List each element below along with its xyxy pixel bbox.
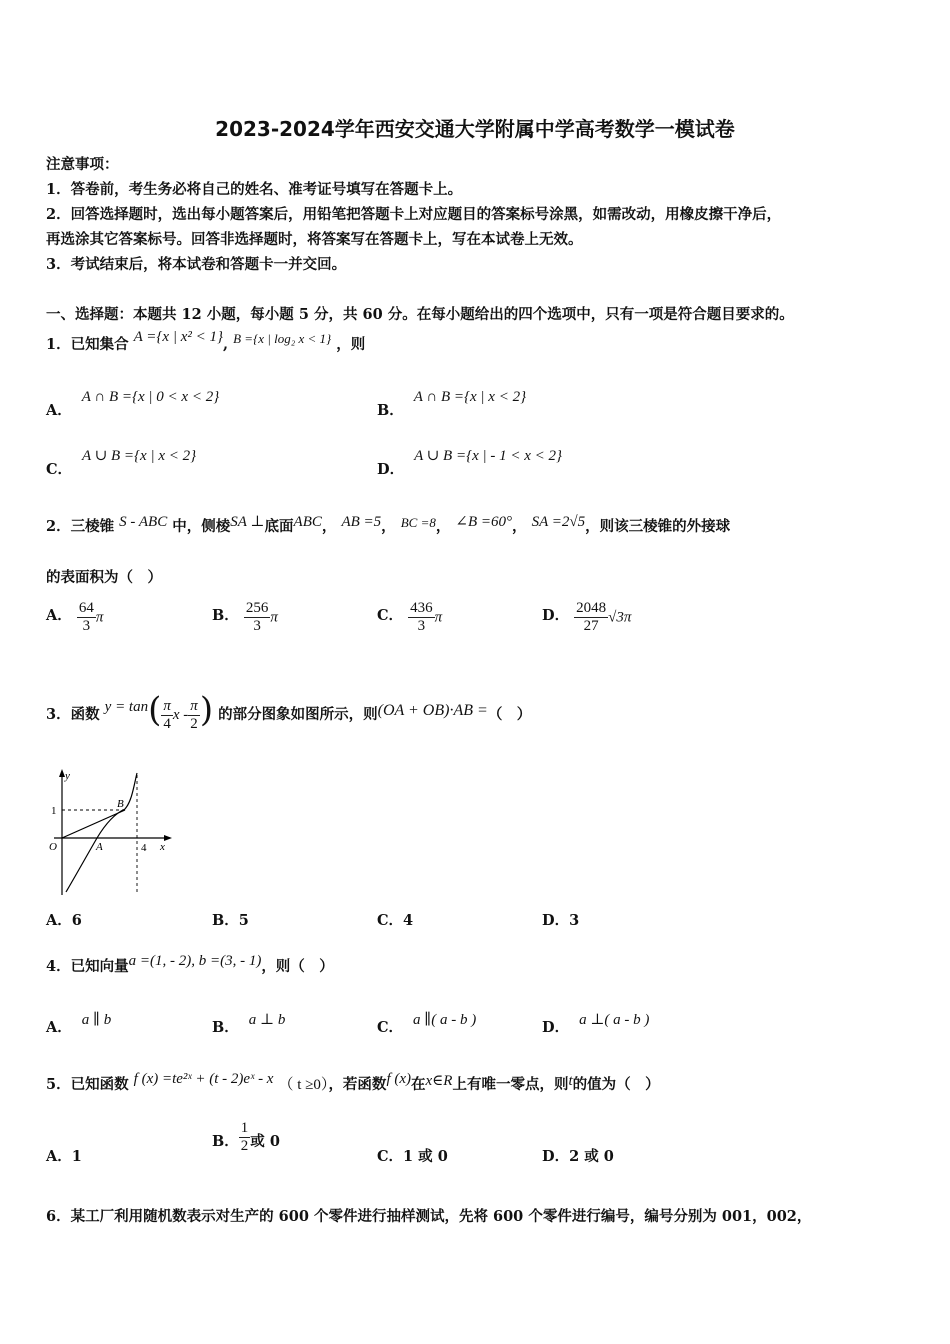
- q1-set-b: B ={x | log₂ x < 1}: [233, 331, 332, 346]
- q4-option-d[interactable]: D． a ⊥( a - b ): [542, 1012, 650, 1036]
- q4-option-a[interactable]: A． a ∥ b: [46, 1012, 112, 1036]
- svg-text:y: y: [65, 770, 70, 782]
- q1-option-d-text: A ∪ B ={x | - 1 < x < 2}: [414, 448, 562, 464]
- q1-option-a-text: A ∩ B ={x | 0 < x < 2}: [81, 389, 220, 405]
- q3-option-d[interactable]: D．3: [542, 912, 580, 929]
- q1-option-c[interactable]: C．A ∪ B ={x | x < 2}: [46, 448, 197, 478]
- section-heading: 一、选择题：本题共 12 小题，每小题 5 分，共 60 分。在每小题给出的四个选项中，只有一项是符合题目要求的。: [46, 306, 794, 323]
- q5-option-b[interactable]: B． $\frac{1}{2}$ 或 0: [212, 1120, 280, 1154]
- q4-option-c[interactable]: C． a ∥( a - b ): [377, 1012, 477, 1036]
- svg-text:O: O: [49, 841, 57, 853]
- q1-option-b-text: A ∩ B ={x | x < 2}: [413, 389, 527, 405]
- svg-text:4: 4: [141, 842, 147, 854]
- q1-option-b[interactable]: B．A ∩ B ={x | x < 2}: [377, 389, 527, 419]
- q2-option-a[interactable]: A． $\frac{64}{3}$ π: [46, 600, 104, 634]
- notes-heading: 注意事项：: [46, 156, 119, 173]
- q5-option-d[interactable]: D．2 或 0: [542, 1148, 614, 1165]
- q5-option-c[interactable]: C．1 或 0: [377, 1148, 448, 1165]
- q3-option-a[interactable]: A．6: [46, 912, 82, 929]
- question-4: 4．已知向量a =(1, - 2), b =(3, - 1)，则（ ）: [46, 953, 334, 975]
- q1-suffix: ，则: [336, 336, 366, 353]
- question-2-cont: 的表面积为（ ）: [46, 569, 162, 586]
- q4-option-b[interactable]: B． a ⊥ b: [212, 1012, 286, 1036]
- q2-option-d[interactable]: D． $\frac{2048}{27}$ √3π: [542, 600, 632, 634]
- q1-option-d[interactable]: D．A ∪ B ={x | - 1 < x < 2}: [377, 448, 562, 478]
- question-1: 1．已知集合 A ={x | x² < 1}, B ={x | log₂ x < 1} ，则: [46, 329, 366, 353]
- svg-text:B: B: [117, 798, 124, 810]
- q2-option-b[interactable]: B． $\frac{256}{3}$ π: [212, 600, 278, 634]
- notes-item-2: 2．回答选择题时，选出每小题答案后，用铅笔把答题卡上对应题目的答案标号涂黑，如需改动，用橡皮擦干净后，: [46, 206, 782, 223]
- page-title: 2023-2024学年西安交通大学附属中学高考数学一模试卷: [215, 117, 735, 141]
- question-6: 6．某工厂利用随机数表示对生产的 600 个零件进行抽样测试，先将 600 个零件进行编号，编号分别为 001，002，: [46, 1208, 812, 1225]
- q2-option-c[interactable]: C． $\frac{436}{3}$ π: [377, 600, 443, 634]
- q1-set-a: A ={x | x² < 1}: [133, 329, 223, 345]
- question-3: 3．函数 y = tan( $\frac{\pi}{4}$ x - $\frac{\pi}{2}$ ) 的部分图象如图所示，则(OA + OB)·AB =（ ）: [46, 690, 532, 732]
- q1-option-c-text: A ∪ B ={x | x < 2}: [82, 448, 197, 464]
- svg-text:x: x: [160, 841, 165, 853]
- q1-prefix: 1．已知集合: [46, 336, 129, 353]
- question-2: 2．三棱锥 S - ABC 中，侧棱SA ⊥底面ABC， AB =5， BC =8， ∠B =60°， SA =2√5，则该三棱锥的外接球: [46, 514, 731, 535]
- q3-option-b[interactable]: B．5: [212, 912, 249, 929]
- q3-graph: [40, 765, 180, 900]
- q1-option-a[interactable]: A．A ∩ B ={x | 0 < x < 2}: [46, 389, 220, 419]
- question-5: 5．已知函数 f (x) =te²ˣ + (t - 2)eˣ - x （ t ≥0），若函数f (x)在x∈R上有唯一零点，则t的值为（ ）: [46, 1071, 660, 1093]
- notes-item-3: 3．考试结束后，将本试卷和答题卡一并交回。: [46, 256, 347, 273]
- notes-item-1: 1．答卷前，考生务必将自己的姓名、准考证号填写在答题卡上。: [46, 181, 463, 198]
- q5-option-a[interactable]: A．1: [46, 1148, 82, 1165]
- q3-option-c[interactable]: C．4: [377, 912, 414, 929]
- notes-item-2-cont: 再选涂其它答案标号。回答非选择题时，将答案写在答题卡上，写在本试卷上无效。: [46, 231, 583, 248]
- svg-text:A: A: [96, 841, 103, 853]
- svg-text:1: 1: [51, 805, 57, 817]
